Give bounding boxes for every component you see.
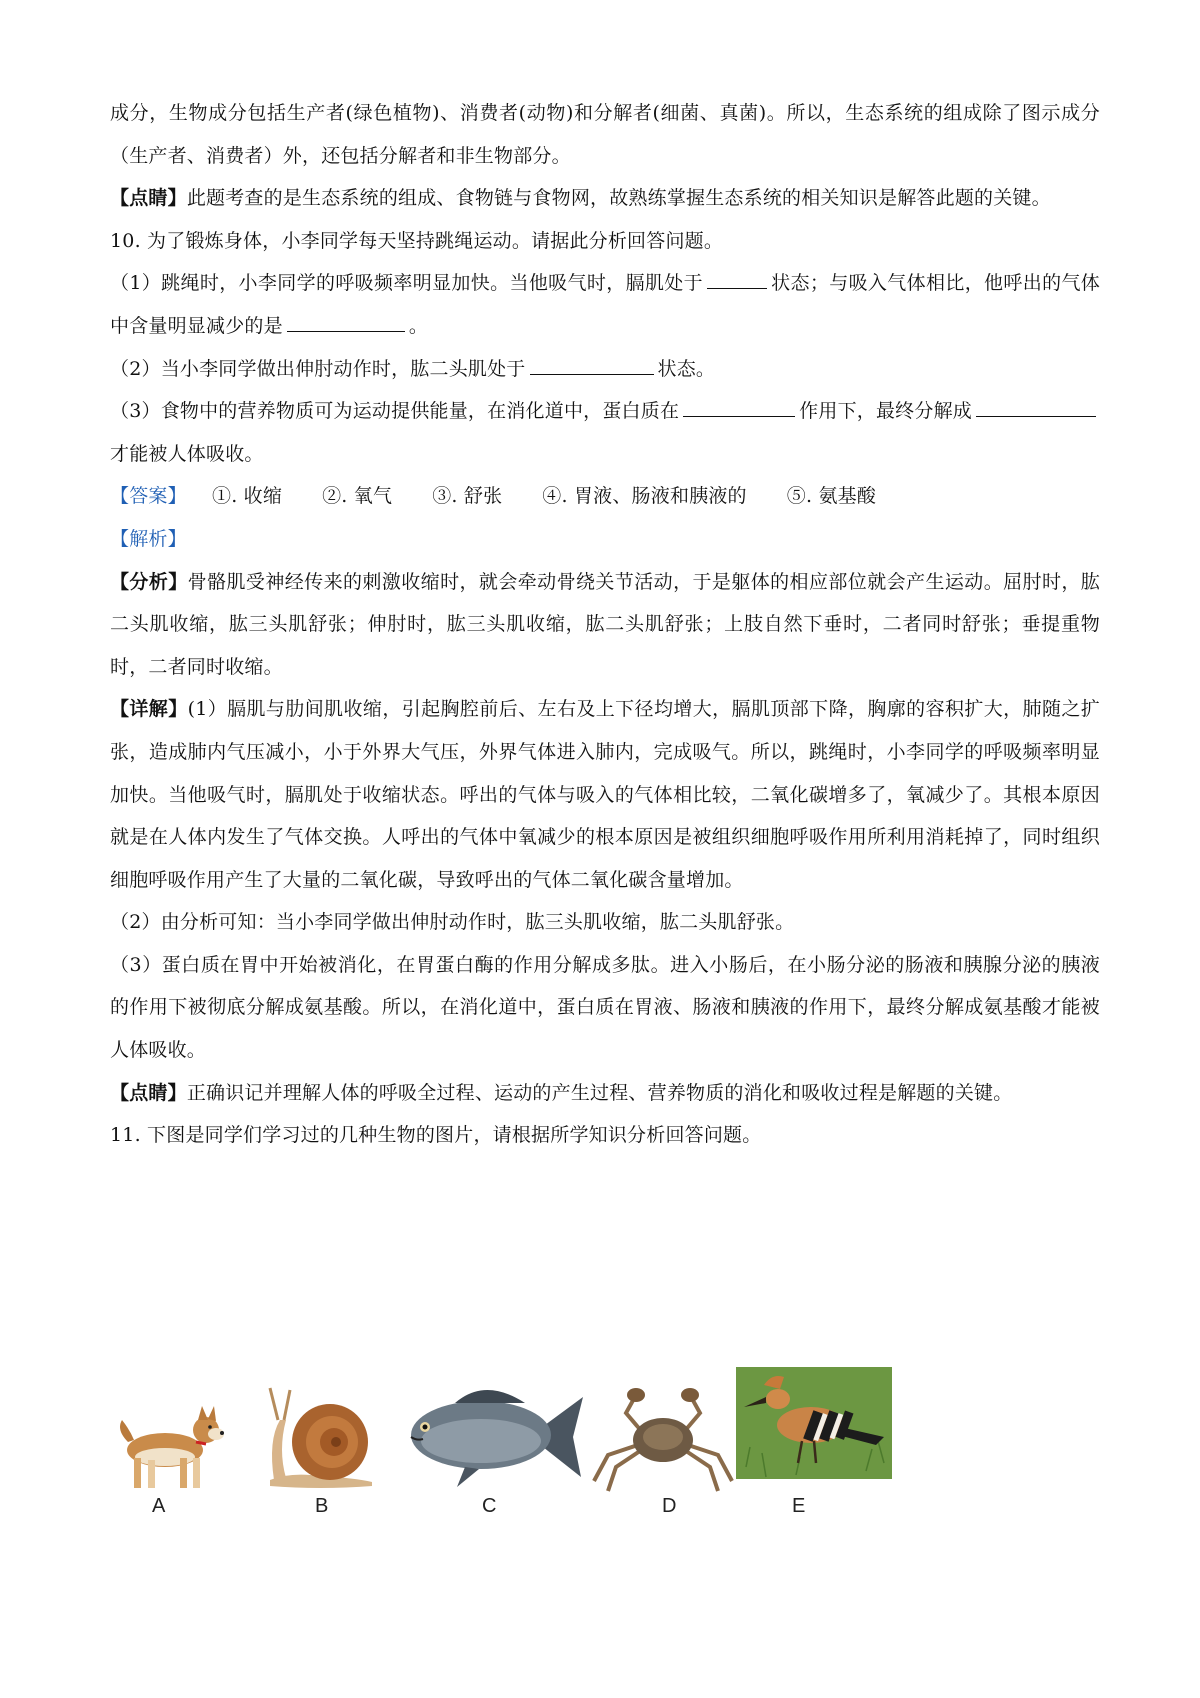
answer-blank-4[interactable] (683, 396, 795, 417)
document-body (110, 92, 1100, 1157)
answer-line (110, 475, 1100, 518)
answer-blank-5[interactable] (976, 396, 1096, 417)
dianjing-text: 此题考查的是生态系统的组成、食物链与食物网，故熟练掌握生态系统的相关知识是解答此题的关键。 (186, 187, 1051, 210)
question-10-title: 10. 为了锻炼身体，小李同学每天坚持跳绳运动。请据此分析回答问题。 (110, 229, 724, 252)
label-c: C (482, 1495, 497, 1517)
answer-item-1: ①. 收缩 (212, 485, 283, 508)
tag-analysis: 【解析】 (110, 527, 187, 550)
fish-image (395, 1375, 585, 1493)
answer-blank-2[interactable] (287, 311, 405, 332)
paragraph-ecosystem: 成分，生物成分包括生产者(绿色植物)、消费者(动物)和分解者(细菌、真菌)。所以，生态系统的组成除了图示成分（生产者、消费者）外，还包括分解者和非生物部分。 (110, 102, 1100, 167)
label-e: E (792, 1495, 806, 1517)
question-10-part-2: （2）当小李同学做出伸肘动作时，肱二头肌处于 状态。 (110, 348, 1100, 391)
paragraph-xiangjie-2: （2）由分析可知：当小李同学做出伸肘动作时，肱三头肌收缩，肱二头肌舒张。 (110, 911, 795, 934)
hoopoe-bird-image (736, 1367, 892, 1479)
label-b: B (315, 1495, 329, 1517)
answer-blank-3[interactable] (530, 354, 654, 375)
dog-image (110, 1400, 230, 1495)
snail-image (260, 1380, 380, 1492)
paragraph-fenxi: 【分析】骨骼肌受神经传来的刺激收缩时，就会牵动骨绕关节活动，于是躯体的相应部位就会产生运动。屈肘时，肱二头肌收缩，肱三头肌舒张；伸肘时，肱三头肌收缩，肱二头肌舒张；上肢自然下垂时，二者同时舒张；垂提重物时，二者同时收缩。 (110, 570, 1100, 678)
paragraph-dianjing-2: 【点睛】正确识记并理解人体的呼吸全过程、运动的产生过程、营养物质的消化和吸收过程是解题的关键。 (110, 1081, 1013, 1104)
organisms-figure (110, 1375, 990, 1525)
answer-item-3: ③. 舒张 (432, 485, 503, 508)
answer-item-5: ⑤. 氨基酸 (786, 485, 877, 508)
question-10-part-3: （3）食物中的营养物质可为运动提供能量，在消化道中，蛋白质在 作用下，最终分解成才能被人体吸收。 (110, 390, 1100, 475)
paragraph-xiangjie-3: （3）蛋白质在胃中开始被消化，在胃蛋白酶的作用分解成多肽。进入小肠后，在小肠分泌的肠液和胰腺分泌的胰液的作用下被彻底分解成氨基酸。所以，在消化道中，蛋白质在胃液、肠液和胰液的作用下，最终分解成氨基酸才能被人体吸收。 (110, 953, 1100, 1062)
label-d: D (662, 1495, 677, 1517)
label-a: A (152, 1495, 166, 1517)
answer-item-2: ②. 氧气 (322, 485, 393, 508)
answer-item-4: ④. 胃液、肠液和胰液的 (542, 485, 747, 508)
paragraph-xiangjie-1: 【详解】(1）膈肌与肋间肌收缩，引起胸腔前后、左右及上下径均增大，膈肌顶部下降，胸廓的容积扩大，肺随之扩张，造成肺内气压减小，小于外界大气压，外界气体进入肺内，完成吸气。所以，跳绳时，小李同学的呼吸频率明显加快。当他吸气时，膈肌处于收缩状态。呼出的气体与吸入的气体相比较，二氧化碳增多了，氧减少了。其根本原因就是在人体内发生了气体交换。人呼出的气体中氧减少的根本原因是被组织细胞呼吸作用所利用消耗掉了，同时组织细胞呼吸作用产生了大量的二氧化碳，导致呼出的气体二氧化碳含量增加。 (110, 698, 1100, 891)
tag-dianjing: 【点睛】 (110, 187, 187, 210)
tag-answer: 【答案】 (110, 485, 187, 508)
question-11-title: 11. 下图是同学们学习过的几种生物的图片，请根据所学知识分析回答问题。 (110, 1124, 762, 1147)
paragraph-dianjing-1 (110, 177, 1100, 220)
question-10-part-1: （1）跳绳时，小李同学的呼吸频率明显加快。当他吸气时，膈肌处于 状态；与吸入气体相比，他呼出的气体中含量明显减少的是 。 (110, 262, 1100, 347)
answer-blank-1[interactable] (707, 268, 767, 289)
crab-image (588, 1385, 738, 1495)
